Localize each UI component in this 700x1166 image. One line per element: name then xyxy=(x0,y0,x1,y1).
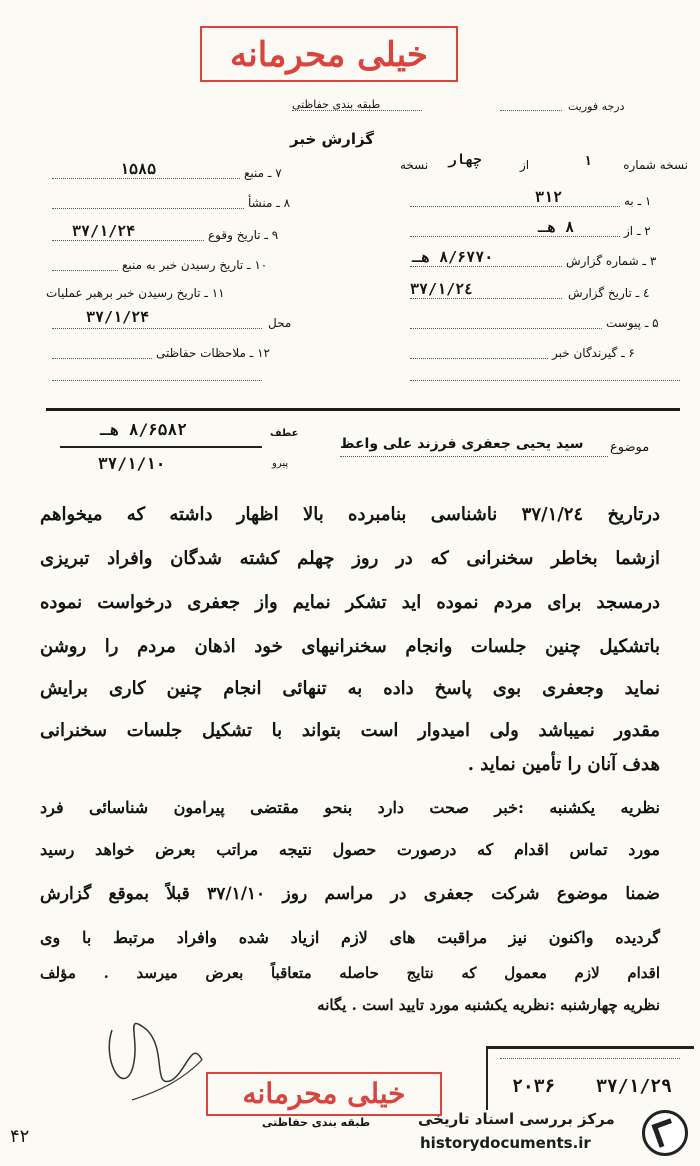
bottom-classification-caption: طبقه بندی حفاظتی xyxy=(262,1116,371,1129)
field-origin-label: ۸ ـ منشأ xyxy=(248,196,291,210)
field-security-notes-line-2 xyxy=(52,380,262,381)
reference-divider xyxy=(60,446,262,448)
field-place-line xyxy=(52,328,262,329)
reference-number: ۸/۶۵۸۲ هـ xyxy=(100,420,187,439)
field-source-label: ۷ ـ منبع xyxy=(244,166,282,180)
note-line: نظریه یکشنبه :خبر صحت دارد بنحو مقتضی پیرامون شناسائی فرد xyxy=(40,798,660,817)
field-occurrence-date-line xyxy=(52,240,204,241)
field-arrival-leader-label: ۱۱ ـ تاریخ رسیدن خبر برهبر عملیات xyxy=(46,286,225,300)
note-line: گردیده واکنون نیز مراقبت های لازم ازیاد شده وافراد مرتبط با وی xyxy=(40,928,660,947)
received-stamp-date: ۳۷/۱/۲۹ xyxy=(596,1076,672,1097)
field-place-value: ۳۷/۱/۲۴ xyxy=(86,308,150,326)
received-stamp-line xyxy=(500,1058,680,1059)
field-place-label: محل xyxy=(268,316,292,330)
copy-tail-label: نسخه xyxy=(400,158,429,172)
field-from-value: ۸ هـ xyxy=(538,218,575,236)
field-security-notes-label: ۱۲ ـ ملاحظات حفاظتی xyxy=(156,346,270,360)
body-line: درتاریخ ۳۷/۱/۲٤ ناشناسی بنامبرده بالا اظهار داشته که میخواهم xyxy=(40,504,661,525)
copy-total-value: چهار xyxy=(448,152,482,168)
field-from-line xyxy=(410,236,620,237)
field-origin-line xyxy=(52,208,244,209)
priority-line xyxy=(500,110,562,111)
subject-label: موضوع xyxy=(610,440,650,455)
field-source-value: ۱۵۸۵ xyxy=(120,160,157,178)
field-from-label: ۲ ـ از xyxy=(624,224,651,238)
field-report-date-label: ٤ ـ تاریخ گزارش xyxy=(568,286,650,300)
report-title: گزارش خبر xyxy=(290,130,375,148)
reference-label: عطف xyxy=(270,428,299,439)
body-line: نماید وجعفری بوی پاسخ داده به تنهائی انجام چنین کاری برایش xyxy=(40,678,660,699)
watermark-url: historydocuments.ir xyxy=(420,1134,591,1152)
field-occurrence-date-value: ۳۷/۱/۲۴ xyxy=(72,222,136,240)
field-report-number-line xyxy=(410,266,562,267)
classification-label: طبقه بندی حفاظتی xyxy=(292,98,381,111)
copy-number-value: ۱ xyxy=(584,154,592,169)
top-confidential-stamp: خیلی محرمانه xyxy=(200,26,458,82)
field-report-date-line xyxy=(410,298,562,299)
handwritten-signature xyxy=(92,1000,212,1110)
body-line: درمسجد برای مردم نموده اید تشکر نمایم واز جعفری درخواست نموده xyxy=(40,592,660,613)
reference-date: ۳۷/۱/۱۰ xyxy=(98,454,166,473)
note-line: مورد تماس اقدام که درصورت حصول نتیجه مراتب بعرض خواهد رسید xyxy=(40,840,660,859)
field-report-number-value: ۸/۶۷۷۰ هـ xyxy=(412,248,494,266)
field-attachment-line xyxy=(410,328,602,329)
watermark-name: مرکز بررسی اسناد تاریخی xyxy=(418,1110,615,1128)
body-line: هدف آنان را تأمین نماید . xyxy=(467,754,660,775)
bottom-confidential-stamp: خیلی محرمانه xyxy=(206,1072,442,1116)
note-line: ضمنا موضوع شرکت جعفری در مراسم روز ۳۷/۱/۱۰ قبلاً بموقع گزارش xyxy=(40,884,660,904)
field-recipients-label: ۶ ـ گیرندگان خبر xyxy=(552,346,635,360)
field-attachment-label: ۵ ـ پیوست xyxy=(606,316,659,330)
field-to-label: ۱ ـ به xyxy=(624,194,652,208)
copy-of-label: از xyxy=(520,158,530,172)
priority-label: درجه فوریت xyxy=(568,100,625,113)
margin-note: ۴۲ xyxy=(10,1126,30,1147)
field-to-line xyxy=(410,206,620,207)
field-recipients-line xyxy=(410,358,548,359)
field-occurrence-date-label: ۹ ـ تاریخ وقوع xyxy=(208,228,279,242)
classification-line xyxy=(292,110,422,111)
field-security-notes-line xyxy=(52,358,152,359)
field-report-number-label: ۳ ـ شماره گزارش xyxy=(566,254,657,268)
header-separator xyxy=(46,408,680,411)
copy-number-label: نسخه شماره xyxy=(623,158,688,172)
received-stamp-number: ۲۰۳۶ xyxy=(512,1076,556,1097)
reference-sub-label: پیرو xyxy=(272,458,289,469)
subject-line xyxy=(340,456,608,457)
body-line: باتشکیل چنین جلسات وانجام سخنرانیهای خود اذهان مردم را روشن xyxy=(40,636,660,657)
note-line: اقدام لازم معمول که نتایج حاصله متعاقباً بعرض میرسد . مؤلف xyxy=(40,964,660,982)
field-report-date-value: ۳۷/۱/۲٤ xyxy=(410,280,474,298)
watermark-logo xyxy=(642,1110,688,1156)
body-line: مقدور نمیباشد ولی امیدوار است بتواند با تشکیل جلسات سخنرانی xyxy=(40,720,660,741)
field-arrival-source-label: ۱۰ ـ تاریخ رسیدن خبر به منبع xyxy=(122,258,268,272)
field-source-line xyxy=(52,178,240,179)
subject-text: سید یحیی جعفری فرزند علی واعظ xyxy=(340,436,584,452)
field-arrival-source-line xyxy=(52,270,118,271)
field-to-value: ۳۱۲ xyxy=(535,188,563,206)
field-recipients-line-2 xyxy=(410,380,680,381)
note-line: نظریه چهارشنبه :نظریه یکشنبه مورد تایید است . یگانه xyxy=(317,996,660,1014)
body-line: ازشما بخاطر سخنرانی که در روز چهلم کشته شدگان وافراد تبریزی xyxy=(40,548,660,569)
